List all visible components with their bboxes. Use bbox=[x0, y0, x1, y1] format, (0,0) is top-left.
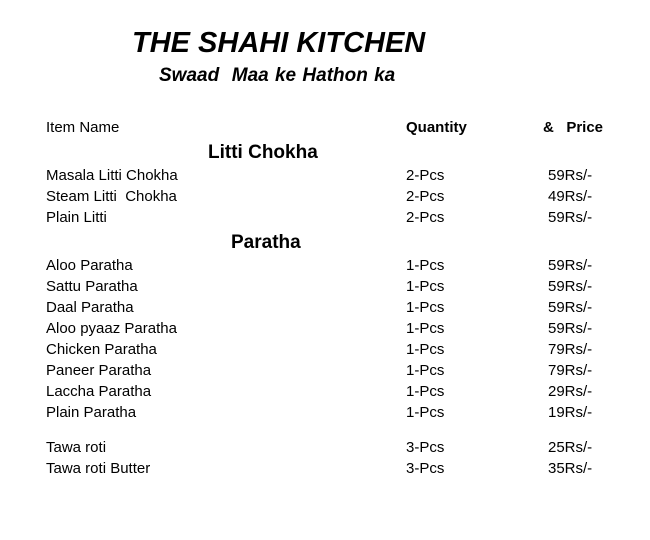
menu-item-price: 35Rs/- bbox=[548, 460, 593, 477]
menu-item-price: 59Rs/- bbox=[548, 257, 593, 274]
menu-item-quantity: 2-Pcs bbox=[406, 209, 445, 226]
menu-item-price: 19Rs/- bbox=[548, 404, 593, 421]
menu-item-quantity: 1-Pcs bbox=[406, 320, 445, 337]
menu-item-quantity: 1-Pcs bbox=[406, 404, 445, 421]
menu-item-name: Tawa roti bbox=[46, 439, 107, 456]
menu-item-price: 59Rs/- bbox=[548, 299, 593, 316]
menu-item-name: Steam Litti Chokha bbox=[46, 188, 177, 205]
menu-item-name: Masala Litti Chokha bbox=[46, 167, 178, 184]
menu-item-quantity: 1-Pcs bbox=[406, 278, 445, 295]
menu-item-quantity: 3-Pcs bbox=[406, 439, 445, 456]
column-header-item-name: Item Name bbox=[46, 119, 120, 136]
menu-item-price: 25Rs/- bbox=[548, 439, 593, 456]
menu-item-name: Plain Paratha bbox=[46, 404, 137, 421]
menu-item-price: 59Rs/- bbox=[548, 320, 593, 337]
menu-item-price: 29Rs/- bbox=[548, 383, 593, 400]
menu-item-quantity: 1-Pcs bbox=[406, 341, 445, 358]
menu-item-name: Paneer Paratha bbox=[46, 362, 152, 379]
menu-item-price: 49Rs/- bbox=[548, 188, 593, 205]
section-title-paratha: Paratha bbox=[231, 232, 301, 253]
menu-item-price: 79Rs/- bbox=[548, 362, 593, 379]
column-header-quantity: Quantity bbox=[406, 119, 467, 136]
menu-item-name: Sattu Paratha bbox=[46, 278, 138, 295]
menu-item-quantity: 2-Pcs bbox=[406, 188, 445, 205]
menu-item-price: 59Rs/- bbox=[548, 278, 593, 295]
menu-item-quantity: 1-Pcs bbox=[406, 362, 445, 379]
menu-item-price: 79Rs/- bbox=[548, 341, 593, 358]
menu-item-price: 59Rs/- bbox=[548, 209, 593, 226]
menu-item-quantity: 1-Pcs bbox=[406, 257, 445, 274]
menu-item-quantity: 3-Pcs bbox=[406, 460, 445, 477]
menu-item-name: Daal Paratha bbox=[46, 299, 134, 316]
menu-item-name: Aloo Paratha bbox=[46, 257, 133, 274]
menu-item-quantity: 1-Pcs bbox=[406, 299, 445, 316]
menu-item-name: Laccha Paratha bbox=[46, 383, 152, 400]
menu-item-quantity: 1-Pcs bbox=[406, 383, 445, 400]
menu-item-name: Aloo pyaaz Paratha bbox=[46, 320, 177, 337]
menu-item-name: Plain Litti bbox=[46, 209, 107, 226]
column-header-price: & Price bbox=[543, 119, 604, 136]
menu-item-quantity: 2-Pcs bbox=[406, 167, 445, 184]
restaurant-title: THE SHAHI KITCHEN bbox=[132, 27, 426, 59]
menu-item-name: Tawa roti Butter bbox=[46, 460, 151, 477]
menu-item-name: Chicken Paratha bbox=[46, 341, 157, 358]
restaurant-tagline: Swaad Maa ke Hathon ka bbox=[159, 65, 396, 86]
section-title-litti-chokha: Litti Chokha bbox=[208, 142, 318, 163]
menu-item-price: 59Rs/- bbox=[548, 167, 593, 184]
